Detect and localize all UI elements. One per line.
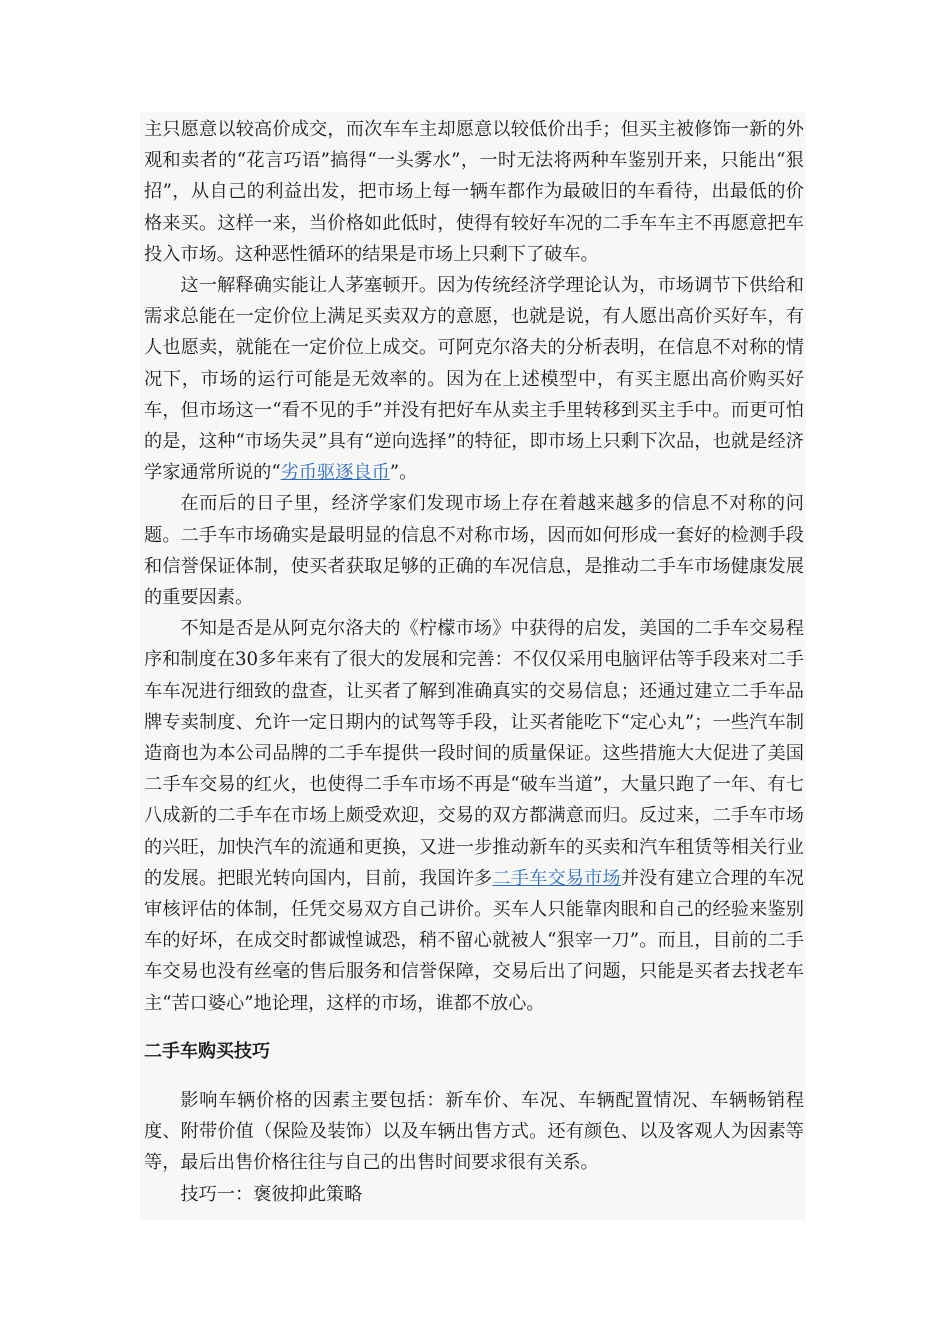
link-bad-money-drives-out-good[interactable]: 劣币驱逐良币: [280, 462, 390, 484]
paragraph-us-used-car-market: [140, 613, 806, 1019]
paragraph-text: 这一解释确实能让人茅塞顿开。因为传统经济学理论认为，市场调节下供给和需求总能在一定价位上满足买卖双方的意愿，也就是说，有人愿出高价买好车，有人也愿卖，就能在一定价位上成交。可阿克尔洛夫的分析表明，在信息不对称的情况下，市场的运行可能是无效率的。因为在上述模型中，有买主愿出高价购买好车，但市场这一“看不见的手”并没有把好车从卖主手里转移到买主手中。而更可怕的是，这种“市场失灵”具有“逆向选择”的特征，即市场上只剩下次品，也就是经济学家通常所说的“: [144, 275, 804, 484]
paragraph-price-factors: [140, 1085, 806, 1179]
link-used-car-trading-market[interactable]: 二手车交易市场: [492, 867, 621, 889]
paragraph-text: 并没有建立合理的车况审核评估的体制，任凭交易双方自己讲价。买车人只能靠肉眼和自己的经验来鉴别车的好坏，在成交时都诚惶诚恐，稍不留心就被人“狠宰一刀”。而且，目前的二手车交易也没有丝毫的售后服务和信誉保障，交易后出了问题，只能是买者去找老车主“苦口婆心”地论理，这样的市场，谁都不放心。: [144, 867, 804, 1014]
paragraph-text: 不知是否是从阿克尔洛夫的《柠檬市场》中获得的启发，美国的二手车交易程序和制度在30多年来有了很大的发展和完善：不仅仅采用电脑评估等手段来对二手车车况进行细致的盘查，让买者了解到准确真实的交易信息；还通过建立二手车品牌专卖制度、允许一定日期内的试驾等手段，让买者能吃下“定心丸”；一些汽车制造商也为本公司品牌的二手车提供一段时间的质量保证。这些措施大大促进了美国二手车交易的红火，也使得二手车市场不再是“破车当道”，大量只跑了一年、有七八成新的二手车在市场上颇受欢迎，交易的双方都满意而归。反过来，二手车市场的兴旺，加快汽车的流通和更换，又进一步推动新车的买卖和汽车租赁等相关行业的发展。把眼光转向国内，目前，我国许多: [144, 618, 804, 889]
paragraph-text: 影响车辆价格的因素主要包括：新车价、车况、车辆配置情况、车辆畅销程度、附带价值（保险及装饰）以及车辆出售方式。还有颜色、以及客观人为因素等等，最后出售价格往往与自己的出售时间要求很有关系。: [144, 1089, 804, 1174]
paragraph-market-failure: [140, 270, 806, 488]
article-content: [140, 112, 806, 1220]
paragraph-text: ”。: [389, 462, 418, 484]
paragraph-text: 在而后的日子里，经济学家们发现市场上存在着越来越多的信息不对称的问题。二手车市场确实是最明显的信息不对称市场，因而如何形成一套好的检测手段和信誉保证体制，使买者获取足够的正确的车况信息，是推动二手车市场健康发展的重要因素。: [144, 493, 804, 609]
paragraph-tip-one: [140, 1179, 806, 1210]
paragraph-lemon-market-explanation: [140, 114, 806, 270]
paragraph-information-asymmetry: [140, 488, 806, 613]
paragraph-text: 主只愿意以较高价成交，而次车车主却愿意以较低价出手；但买主被修饰一新的外观和卖者的“花言巧语”搞得“一头雾水”，一时无法将两种车鉴别开来，只能出“狠招”，从自己的利益出发，把市场上每一辆车都作为最破旧的车看待，出最低的价格来买。这样一来，当价格如此低时，使得有较好车况的二手车车主不再愿意把车投入市场。这种恶性循环的结果是市场上只剩下了破车。: [144, 119, 804, 265]
paragraph-text: 技巧一：褒彼抑此策略: [180, 1183, 363, 1205]
section-heading: 二手车购买技巧: [144, 1040, 270, 1062]
